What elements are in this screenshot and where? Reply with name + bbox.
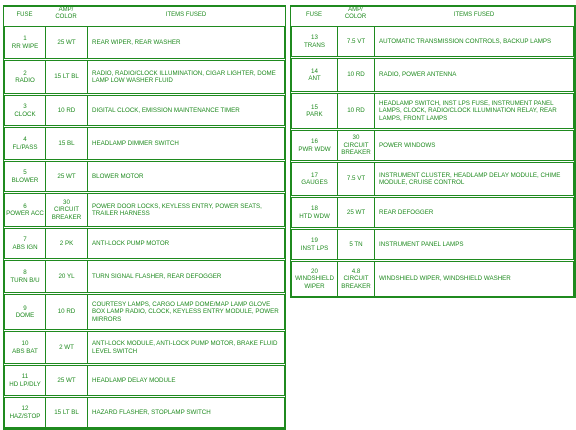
amp-color: 10 RD: [46, 96, 88, 125]
items-fused: REAR DEFOGGER: [379, 208, 434, 216]
fuse-row: [291, 162, 574, 196]
amp-color: 15 LT BL: [46, 61, 88, 93]
fuse-row: [4, 365, 285, 396]
fuse-row: [291, 58, 574, 92]
items-fused: HAZARD FLASHER, STOPLAMP SWITCH: [92, 408, 211, 416]
items-fused: INSTRUMENT PANEL LAMPS: [379, 240, 464, 248]
amp-color: 20 YL: [46, 261, 88, 292]
items-fused: TURN SIGNAL FLASHER, REAR DEFOGGER: [92, 272, 222, 280]
fuse-id: 10 ABS BAT: [5, 332, 46, 363]
fuse-id: 1 RR WIPE: [5, 27, 46, 58]
items-fused: HEADLAMP DIMMER SWITCH: [92, 139, 179, 147]
amp-color: 25 WT: [46, 27, 88, 58]
fuse-row: [4, 26, 285, 59]
fuse-id: 5 BLOWER: [5, 162, 46, 191]
fuse-id: 4 FL/PASS: [5, 128, 46, 159]
fuse-row: [4, 193, 285, 227]
fuse-row: [4, 127, 285, 160]
fuse-row: [4, 95, 285, 126]
items-fused: DIGITAL CLOCK, EMISSION MAINTENANCE TIMER: [92, 106, 240, 114]
fuse-row: [4, 161, 285, 192]
fuse-id: 9 DOME: [5, 295, 46, 329]
amp-color: 10 RD: [46, 295, 88, 329]
left-table-header: [4, 7, 285, 25]
items-fused: POWER DOOR LOCKS, KEYLESS ENTRY, POWER SEATS, TRAILER HARNESS: [92, 202, 262, 217]
fuse-header: FUSE: [305, 12, 322, 18]
fuse-row: [4, 294, 285, 330]
fuse-row: [4, 331, 285, 364]
fuse-row: [291, 93, 574, 129]
fuse-id: 3 CLOCK: [5, 96, 46, 125]
fuse-row: [291, 26, 574, 57]
fuse-id: 8 TURN B/U: [5, 261, 46, 292]
items-fused: RADIO, POWER ANTENNA: [379, 71, 457, 79]
amp-color: 7.5 VT: [338, 163, 375, 195]
items-fused: AUTOMATIC TRANSMISSION CONTROLS, BACKUP LAMPS: [379, 37, 552, 45]
left-fuse-table: [3, 5, 286, 430]
amp-color: 4.8 CIRCUIT BREAKER: [338, 262, 375, 296]
fuse-header: FUSE: [16, 12, 33, 18]
items-fused-header: ITEMS FUSED: [165, 12, 207, 18]
fuse-id: 7 ABS IGN: [5, 229, 46, 258]
fuse-id: 2 RADIO: [5, 61, 46, 93]
fuse-id: 16 PWR WDW: [292, 131, 338, 160]
items-fused: HEADLAMP SWITCH, INST LPS FUSE, INSTRUMENT PANEL LAMPS, CLOCK, RADIO/CLOCK ILLUMINATION RELAY, REAR LAMPS, FRONT LAMPS: [379, 99, 557, 122]
items-fused: HEADLAMP DELAY MODULE: [92, 376, 176, 384]
items-fused: WINDSHIELD WIPER, WINDSHIELD WASHER: [379, 275, 511, 283]
fuse-id: 14 ANT: [292, 59, 338, 91]
items-fused-header: ITEMS FUSED: [453, 12, 495, 18]
fuse-id: 13 TRANS: [292, 27, 338, 56]
items-fused: RADIO, RADIO/CLOCK ILLUMINATION, CIGAR LIGHTER, DOME LAMP LOW WASHER FLUID: [92, 69, 276, 84]
amp-color-header: AMP/ COLOR: [55, 7, 77, 20]
amp-color: 15 LT BL: [46, 398, 88, 427]
amp-color: 2 PK: [46, 229, 88, 258]
amp-color: 25 WT: [46, 162, 88, 191]
amp-color: 10 RD: [338, 94, 375, 128]
fuse-row: [291, 229, 574, 260]
fuse-row: [4, 260, 285, 293]
items-fused: BLOWER MOTOR: [92, 172, 144, 180]
amp-color: 30 CIRCUIT BREAKER: [46, 194, 88, 226]
fuse-row: [291, 261, 574, 297]
amp-color: 25 WT: [46, 366, 88, 395]
amp-color: 2 WT: [46, 332, 88, 363]
amp-color-header: AMP/ COLOR: [344, 7, 367, 20]
fuse-id: 20 WINDSHIELD WIPER: [292, 262, 338, 296]
fuse-id: 15 PARK: [292, 94, 338, 128]
fuse-row: [291, 130, 574, 161]
items-fused: REAR WIPER, REAR WASHER: [92, 38, 181, 46]
items-fused: POWER WINDOWS: [379, 141, 436, 149]
fuse-id: 17 GAUGES: [292, 163, 338, 195]
fuse-row: [291, 197, 574, 228]
amp-color: 5 TN: [338, 230, 375, 259]
amp-color: 15 BL: [46, 128, 88, 159]
amp-color: 30 CIRCUIT BREAKER: [338, 131, 375, 160]
fuse-id: 12 HAZ/STOP: [5, 398, 46, 427]
items-fused: ANTI-LOCK MODULE, ANTI-LOCK PUMP MOTOR, BRAKE FLUID LEVEL SWITCH: [92, 340, 278, 355]
amp-color: 10 RD: [338, 59, 375, 91]
fuse-id: 18 HTD WDW: [292, 198, 338, 227]
fuse-id: 11 HD LP/DLY: [5, 366, 46, 395]
amp-color: 25 WT: [338, 198, 375, 227]
fuse-row: [4, 228, 285, 259]
items-fused: COURTESY LAMPS, CARGO LAMP DOME/MAP LAMP GLOVE BOX LAMP RADIO, CLOCK, KEYLESS ENTRY MODULE, POWER MIRRORS: [92, 300, 279, 323]
items-fused: INSTRUMENT CLUSTER, HEADLAMP DELAY MODULE, CHIME MODULE, CRUISE CONTROL: [379, 171, 561, 186]
right-fuse-table: [290, 5, 576, 298]
fuse-id: 6 POWER ACC: [5, 194, 46, 226]
right-table-header: [291, 7, 574, 25]
fuse-id: 19 INST LPS: [292, 230, 338, 259]
fuse-row: [4, 397, 285, 428]
fuse-row: [4, 60, 285, 94]
amp-color: 7.5 VT: [338, 27, 375, 56]
items-fused: ANTI-LOCK PUMP MOTOR: [92, 239, 170, 247]
